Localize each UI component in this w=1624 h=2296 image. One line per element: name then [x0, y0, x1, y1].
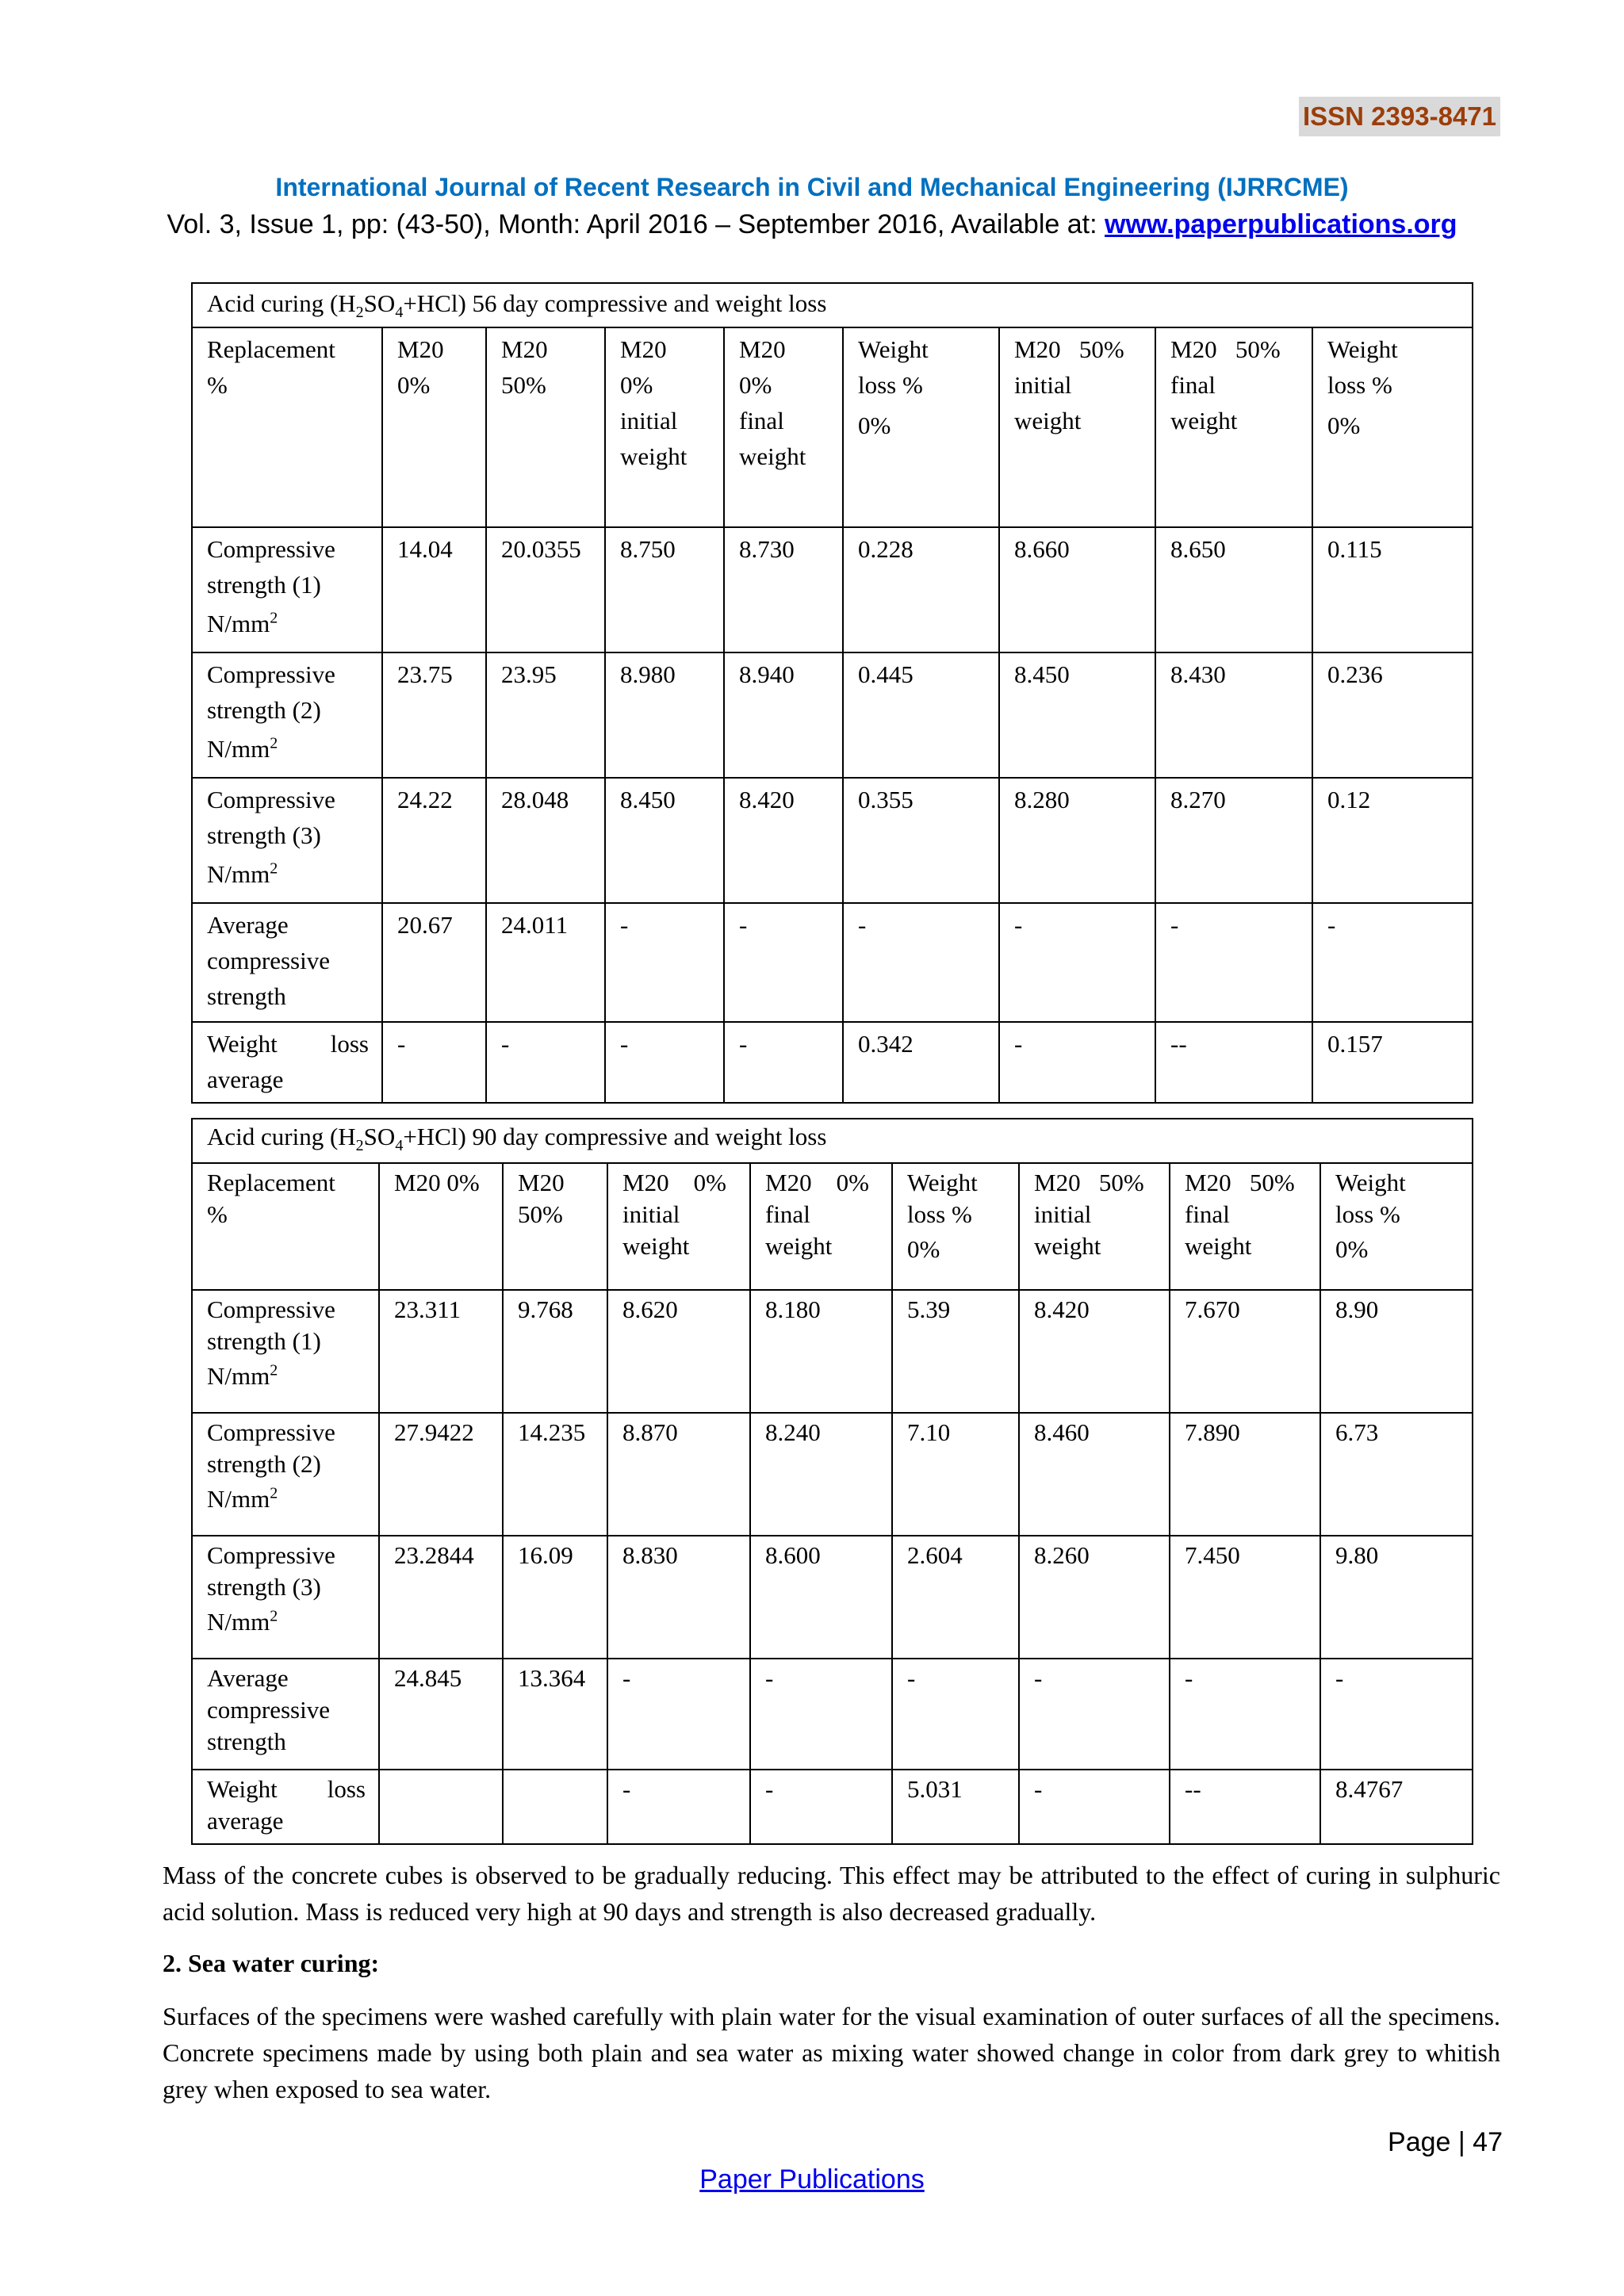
row-label: Compressive strength (2) $N/mm^2$ — [192, 1413, 379, 1536]
table-cell: - — [605, 1022, 724, 1103]
table-cell: 9.768 — [503, 1290, 607, 1413]
table-cell: 8.600 — [750, 1536, 892, 1659]
table-cell: 0.445 — [843, 652, 999, 778]
row-label: Weight loss average — [192, 1770, 379, 1844]
header-cell: M20 50% final weight — [1155, 327, 1312, 527]
table-cell: - — [724, 903, 843, 1022]
table-cell: - — [1019, 1659, 1170, 1770]
table-cell: 8.980 — [605, 652, 724, 778]
header-cell: M20 50% final weight — [1170, 1163, 1320, 1290]
table-row — [192, 652, 1473, 778]
table-cell: 6.73 — [1320, 1413, 1473, 1536]
table-row — [192, 1770, 1473, 1844]
table-cell: 20.67 — [382, 903, 486, 1022]
page-number: Page | 47 — [1388, 2127, 1503, 2157]
table-cell: 8.450 — [999, 652, 1155, 778]
journal-meta — [0, 209, 1624, 240]
table-cell: 8.240 — [750, 1413, 892, 1536]
header-cell: M20 50% — [486, 327, 605, 527]
table-cell: 16.09 — [503, 1536, 607, 1659]
header-cell: Weight loss % 0% — [1312, 327, 1473, 527]
row-label: Compressive strength (1) $N/mm^2$ — [192, 527, 382, 652]
table-cell: 9.80 — [1320, 1536, 1473, 1659]
table-row — [192, 1659, 1473, 1770]
table-cell: 8.270 — [1155, 778, 1312, 903]
journal-title: International Journal of Recent Research in Civil and Mechanical Engineering (IJRRCME) — [275, 173, 1349, 201]
table-56-caption: Acid curing $(H_2SO_4+HCl)$ 56 day compressive and weight loss — [192, 283, 1473, 327]
table-cell: 24.845 — [379, 1659, 503, 1770]
table-cell: - — [843, 903, 999, 1022]
table-cell: 8.450 — [605, 778, 724, 903]
table-cell — [379, 1770, 503, 1844]
table-cell: 7.890 — [1170, 1413, 1320, 1536]
table-90-header-row — [192, 1163, 1473, 1290]
table-cell: - — [607, 1770, 750, 1844]
table-cell: 8.90 — [1320, 1290, 1473, 1413]
table-cell: 0.228 — [843, 527, 999, 652]
table-cell: 5.031 — [892, 1770, 1019, 1844]
table-cell: 24.22 — [382, 778, 486, 903]
table-cell: 8.260 — [1019, 1536, 1170, 1659]
section-heading-sea-water-curing: 2. Sea water curing: — [163, 1949, 380, 1977]
table-cell: 23.2844 — [379, 1536, 503, 1659]
table-cell: - — [1312, 903, 1473, 1022]
table-cell: 8.430 — [1155, 652, 1312, 778]
table-56-day — [191, 282, 1473, 1104]
table-row — [192, 1022, 1473, 1103]
table-cell: - — [605, 903, 724, 1022]
table-cell: 23.95 — [486, 652, 605, 778]
table-cell: - — [1155, 903, 1312, 1022]
table-90-caption: Acid curing $(H_2SO_4+HCl)$ 90 day compressive and weight loss — [192, 1119, 1473, 1163]
table-row — [192, 1536, 1473, 1659]
header-cell: Replacement % — [192, 327, 382, 527]
table-cell: - — [1320, 1659, 1473, 1770]
header-cell: M20 0% final weight — [724, 327, 843, 527]
header-cell: M20 0% — [382, 327, 486, 527]
table-cell: - — [486, 1022, 605, 1103]
table-cell: - — [1170, 1659, 1320, 1770]
table-cell: 14.235 — [503, 1413, 607, 1536]
table-cell: 8.650 — [1155, 527, 1312, 652]
table-cell: 7.10 — [892, 1413, 1019, 1536]
table-cell: 8.660 — [999, 527, 1155, 652]
table-cell: -- — [1170, 1770, 1320, 1844]
row-label: Compressive strength (1) $N/mm^2$ — [192, 1290, 379, 1413]
table-cell: 0.236 — [1312, 652, 1473, 778]
table-cell: 13.364 — [503, 1659, 607, 1770]
table-cell: -- — [1155, 1022, 1312, 1103]
table-cell — [503, 1770, 607, 1844]
table-cell: 8.730 — [724, 527, 843, 652]
table-cell: - — [999, 903, 1155, 1022]
table-cell: 27.9422 — [379, 1413, 503, 1536]
header-cell: M20 50% initial weight — [999, 327, 1155, 527]
header-cell: Replacement % — [192, 1163, 379, 1290]
table-row — [192, 903, 1473, 1022]
table-cell: 23.75 — [382, 652, 486, 778]
table-cell: 23.311 — [379, 1290, 503, 1413]
table-cell: - — [1019, 1770, 1170, 1844]
table-cell: 28.048 — [486, 778, 605, 903]
table-56-header-row — [192, 327, 1473, 527]
table-cell: 5.39 — [892, 1290, 1019, 1413]
table-cell: - — [607, 1659, 750, 1770]
table-cell: 8.4767 — [1320, 1770, 1473, 1844]
table-row — [192, 1290, 1473, 1413]
header-cell: M20 50% — [503, 1163, 607, 1290]
header-cell: M20 0% final weight — [750, 1163, 892, 1290]
table-cell: 0.115 — [1312, 527, 1473, 652]
table-cell: 0.355 — [843, 778, 999, 903]
table-cell: 8.940 — [724, 652, 843, 778]
header-cell: M20 0% initial weight — [607, 1163, 750, 1290]
row-label: Compressive strength (3) $N/mm^2$ — [192, 1536, 379, 1659]
journal-meta-text: Vol. 3, Issue 1, pp: (43-50), Month: April 2016 – September 2016, Available at: — [167, 209, 1105, 239]
table-cell: 14.04 — [382, 527, 486, 652]
table-cell: 20.0355 — [486, 527, 605, 652]
publisher-link[interactable]: Paper Publications — [699, 2164, 925, 2195]
row-label: Average compressive strength — [192, 1659, 379, 1770]
row-label: Weight loss average — [192, 1022, 382, 1103]
table-cell: 8.870 — [607, 1413, 750, 1536]
table-cell: 0.12 — [1312, 778, 1473, 903]
table-cell: 8.420 — [1019, 1290, 1170, 1413]
table-cell: 0.157 — [1312, 1022, 1473, 1103]
table-cell: 8.830 — [607, 1536, 750, 1659]
table-cell: - — [724, 1022, 843, 1103]
table-cell: 8.620 — [607, 1290, 750, 1413]
body-paragraph-1: Mass of the concrete cubes is observed to be gradually reducing. This effect may be attributed to the effect of curing in sulphuric acid solution. Mass is reduced very high at 90 days and strength is also decreased gradually. — [163, 1861, 1500, 1926]
header-cell: Weight loss % 0% — [892, 1163, 1019, 1290]
row-label: Compressive strength (2) $N/mm^2$ — [192, 652, 382, 778]
header-cell: M20 50% initial weight — [1019, 1163, 1170, 1290]
table-cell: - — [750, 1770, 892, 1844]
table-cell: 8.280 — [999, 778, 1155, 903]
journal-website-link[interactable]: www.paperpublications.org — [1105, 209, 1457, 239]
table-cell: 0.342 — [843, 1022, 999, 1103]
row-label: Average compressive strength — [192, 903, 382, 1022]
table-cell: - — [750, 1659, 892, 1770]
row-label: Compressive strength (3) $N/mm^2$ — [192, 778, 382, 903]
table-cell: 24.011 — [486, 903, 605, 1022]
table-cell: 7.670 — [1170, 1290, 1320, 1413]
header-cell: Weight loss % 0% — [843, 327, 999, 527]
table-cell: - — [999, 1022, 1155, 1103]
table-cell: 7.450 — [1170, 1536, 1320, 1659]
table-cell: - — [892, 1659, 1019, 1770]
body-paragraph-2: Surfaces of the specimens were washed carefully with plain water for the visual examination of outer surfaces of all the specimens. Concrete specimens made by using both plain and sea water as mixing water showed change in color from dark grey to whitish grey when exposed to sea water. — [163, 2002, 1500, 2103]
table-cell: 8.180 — [750, 1290, 892, 1413]
table-row — [192, 527, 1473, 652]
table-cell: 2.604 — [892, 1536, 1019, 1659]
table-cell: 8.460 — [1019, 1413, 1170, 1536]
table-cell: 8.420 — [724, 778, 843, 903]
table-row — [192, 778, 1473, 903]
table-row — [192, 1413, 1473, 1536]
header-cell: M20 0% initial weight — [605, 327, 724, 527]
table-cell: - — [382, 1022, 486, 1103]
table-cell: 8.750 — [605, 527, 724, 652]
table-90-day — [191, 1118, 1473, 1845]
header-cell: Weight loss % 0% — [1320, 1163, 1473, 1290]
issn-badge: ISSN 2393-8471 — [1299, 97, 1500, 136]
header-cell: M20 0% — [379, 1163, 503, 1290]
